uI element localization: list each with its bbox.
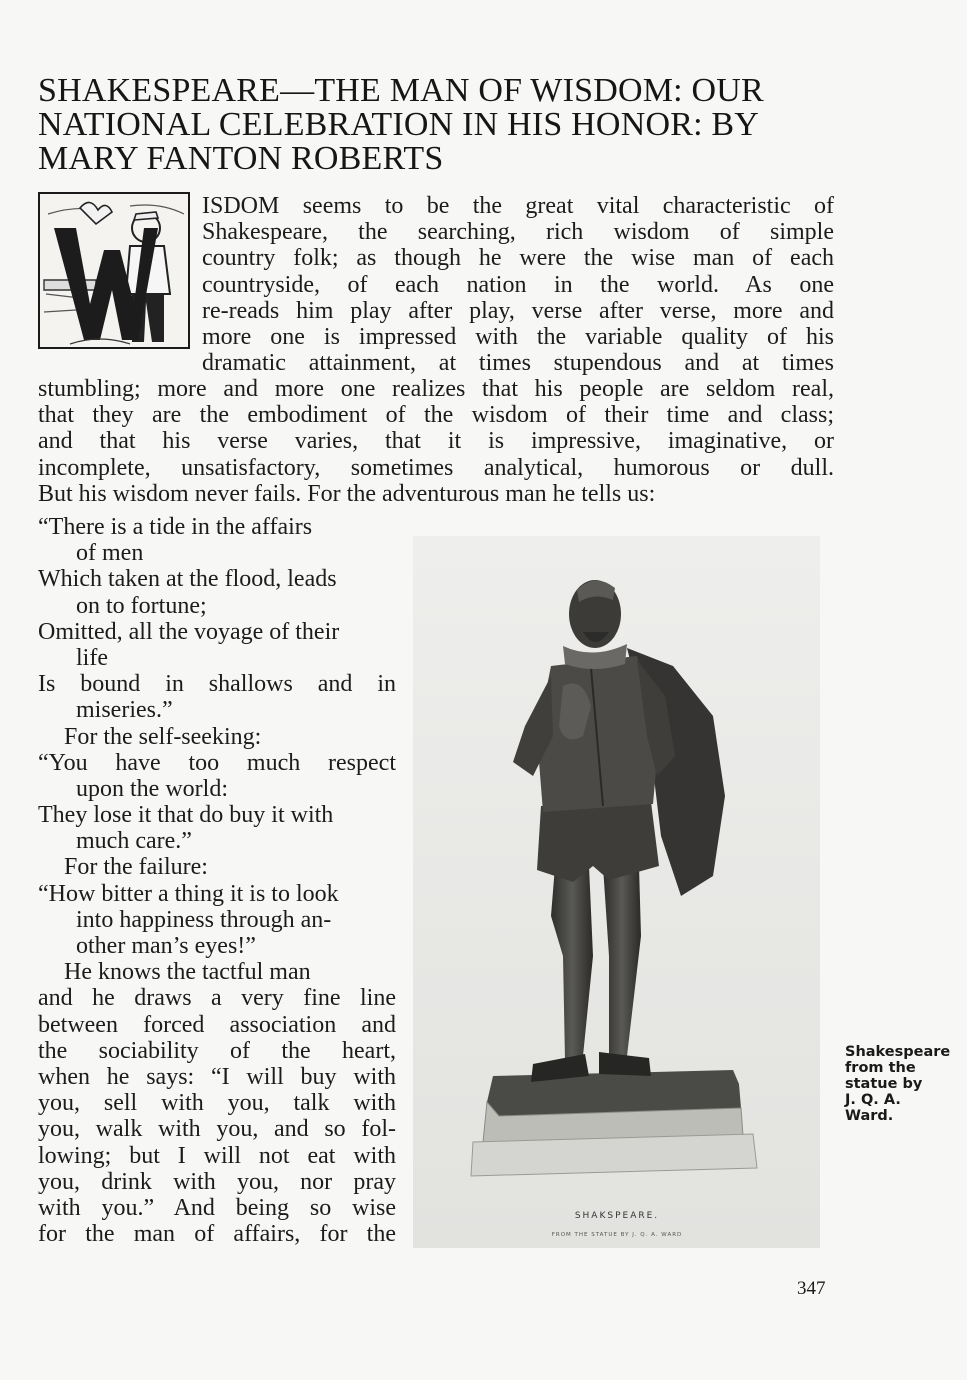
text-line: the sociability of the heart, bbox=[38, 1037, 396, 1064]
quote-line: of men bbox=[76, 540, 144, 567]
column-text bbox=[38, 514, 396, 1247]
text-line: incomplete, unsatisfactory, sometimes analytical, humorous or dull. bbox=[38, 454, 834, 481]
quote-line: miseries.” bbox=[76, 697, 173, 724]
quote-line: “How bitter a thing it is to look bbox=[38, 880, 339, 907]
photo-credit: FROM THE STATUE BY J. Q. A. WARD bbox=[551, 1232, 683, 1238]
caption-line: statue by bbox=[845, 1076, 923, 1092]
text-line: re-reads him play after play, verse after verse, more and bbox=[202, 297, 834, 324]
quote-line: on to fortune; bbox=[76, 592, 207, 619]
text-line: when he says: “I will buy with bbox=[38, 1063, 396, 1090]
quote-line: into happiness through an- bbox=[76, 906, 332, 933]
full-width-paragraph bbox=[38, 376, 834, 507]
article-title bbox=[38, 74, 838, 176]
photo-caption bbox=[845, 1044, 960, 1124]
quote-line: other man’s eyes!” bbox=[76, 933, 256, 959]
text-line: between forced association and bbox=[38, 1011, 396, 1038]
title-line: NATIONAL CELEBRATION IN HIS HONOR: BY bbox=[38, 106, 760, 143]
page-number: 347 bbox=[797, 1278, 826, 1299]
title-line: MARY FANTON ROBERTS bbox=[38, 140, 444, 177]
drop-cap-w-icon bbox=[40, 194, 188, 347]
statue-photograph bbox=[413, 536, 820, 1248]
text-line: and he draws a very fine line bbox=[38, 985, 396, 1012]
quote-line: upon the world: bbox=[76, 775, 228, 802]
text-line: countryside, of each nation in the world. As one bbox=[202, 271, 834, 298]
statue-inscription: SHAKSPEARE. bbox=[574, 1211, 660, 1221]
intro-paragraph bbox=[202, 193, 834, 376]
quote-line: much care.” bbox=[76, 828, 192, 855]
caption-line: from the bbox=[845, 1060, 916, 1076]
text-line: He knows the tactful man bbox=[64, 959, 311, 986]
text-line: For the failure: bbox=[64, 854, 208, 881]
quote-line: Is bound in shallows and in bbox=[38, 671, 396, 698]
caption-line: J. Q. A. bbox=[845, 1092, 901, 1108]
shakespeare-statue-image bbox=[413, 536, 820, 1248]
text-line: with you.” And being so wise bbox=[38, 1194, 396, 1221]
text-line: you, sell with you, talk with bbox=[38, 1090, 396, 1117]
text-line: you, drink with you, nor pray bbox=[38, 1168, 396, 1195]
quote-line: Which taken at the flood, leads bbox=[38, 566, 337, 593]
text-line: But his wisdom never fails. For the adventurous man he tells us: bbox=[38, 480, 656, 507]
text-line: for the man of affairs, for the bbox=[38, 1221, 396, 1248]
text-line: ISDOM seems to be the great vital characteristic of bbox=[202, 193, 834, 219]
caption-line: Shakespeare bbox=[845, 1044, 951, 1060]
quote-line: life bbox=[76, 644, 108, 671]
text-line: more one is impressed with the variable quality of his bbox=[202, 323, 834, 350]
drop-cap-w-illustration bbox=[38, 192, 190, 349]
quote-line: “There is a tide in the affairs bbox=[38, 514, 313, 540]
text-line: you, walk with you, and so fol- bbox=[38, 1116, 396, 1143]
text-line: For the self-seeking: bbox=[64, 723, 262, 750]
text-line: dramatic attainment, at times stupendous and at times bbox=[202, 350, 834, 377]
quote-line: Omitted, all the voyage of their bbox=[38, 618, 340, 645]
text-line: lowing; but I will not eat with bbox=[38, 1142, 396, 1169]
quote-line: “You have too much respect bbox=[38, 749, 396, 776]
text-line: and that his verse varies, that it is impressive, imaginative, or bbox=[38, 428, 834, 455]
title-line: SHAKESPEARE—THE MAN OF WISDOM: OUR bbox=[38, 72, 764, 109]
text-line: Shakespeare, the searching, rich wisdom of simple bbox=[202, 219, 834, 246]
text-line: that they are the embodiment of the wisdom of their time and class; bbox=[38, 402, 834, 429]
caption-line: Ward. bbox=[845, 1108, 894, 1124]
quote-line: They lose it that do buy it with bbox=[38, 802, 334, 829]
text-line: country folk; as though he were the wise man of each bbox=[202, 245, 834, 272]
text-line: stumbling; more and more one realizes that his people are seldom real, bbox=[38, 376, 834, 402]
